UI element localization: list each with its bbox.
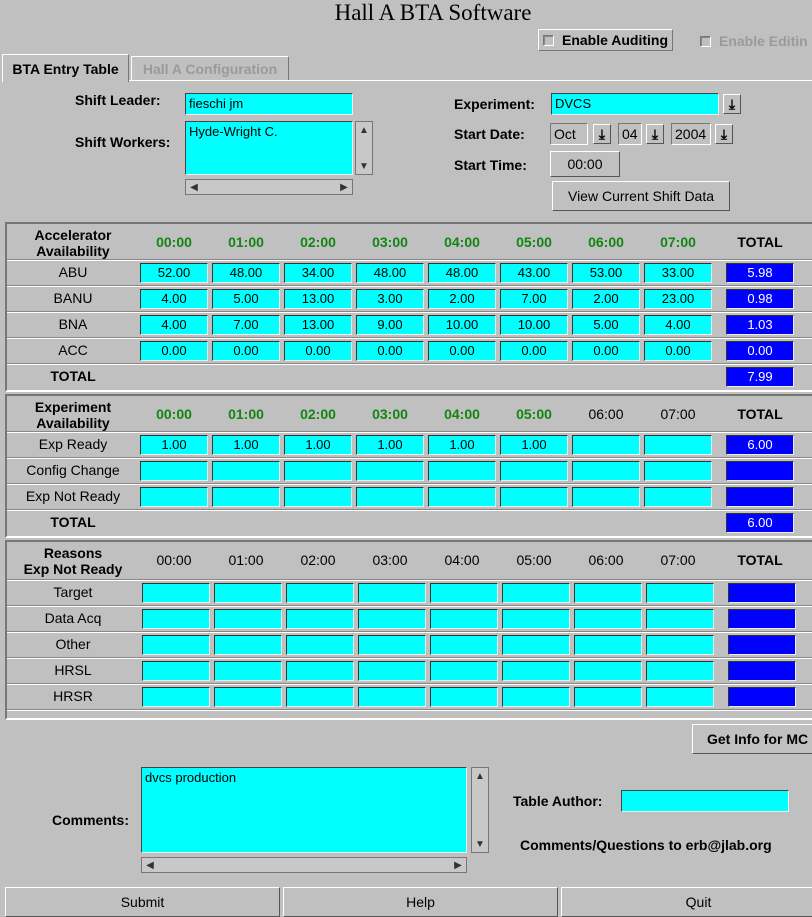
hour-value-cell[interactable] bbox=[430, 583, 498, 603]
hour-value-cell[interactable]: 0.00 bbox=[644, 341, 712, 361]
total-row-label: TOTAL bbox=[50, 368, 96, 384]
shift-workers-label: Shift Workers: bbox=[75, 134, 171, 150]
hour-value-cell[interactable] bbox=[142, 583, 210, 603]
hour-value-cell[interactable] bbox=[140, 487, 208, 507]
row-total-cell bbox=[726, 487, 794, 507]
row-label: ABU bbox=[58, 264, 88, 280]
scroll-right-icon[interactable]: ▶ bbox=[340, 181, 348, 193]
quit-button[interactable]: Quit bbox=[561, 887, 812, 917]
row-separator bbox=[7, 457, 812, 459]
row-total-cell bbox=[728, 609, 796, 629]
hour-header: 05:00 bbox=[516, 552, 552, 568]
hour-value-cell[interactable]: 0.00 bbox=[212, 341, 280, 361]
hour-value-cell[interactable]: 52.00 bbox=[140, 263, 208, 283]
hour-value-cell[interactable] bbox=[212, 461, 280, 481]
row-separator bbox=[7, 631, 812, 633]
hour-value-cell[interactable] bbox=[140, 461, 208, 481]
year-dropdown-icon[interactable]: ⤓ bbox=[715, 124, 733, 144]
hour-value-cell[interactable] bbox=[574, 583, 642, 603]
comments-horizontal-scrollbar[interactable] bbox=[141, 857, 467, 873]
hour-value-cell[interactable]: 13.00 bbox=[284, 289, 352, 309]
hour-header: 04:00 bbox=[444, 406, 480, 422]
hour-value-cell[interactable] bbox=[286, 661, 354, 681]
hour-value-cell[interactable] bbox=[574, 661, 642, 681]
hour-value-cell[interactable] bbox=[214, 635, 282, 655]
hour-value-cell[interactable] bbox=[358, 687, 426, 707]
hour-value-cell[interactable] bbox=[358, 609, 426, 629]
hour-value-cell[interactable] bbox=[356, 487, 424, 507]
hour-header: 02:00 bbox=[300, 406, 336, 422]
day-dropdown-icon[interactable]: ⤓ bbox=[646, 124, 664, 144]
hour-value-cell[interactable]: 48.00 bbox=[428, 263, 496, 283]
checkbox-box[interactable] bbox=[700, 36, 711, 47]
hour-value-cell[interactable] bbox=[430, 609, 498, 629]
hour-value-cell[interactable]: 34.00 bbox=[284, 263, 352, 283]
hour-value-cell[interactable] bbox=[428, 487, 496, 507]
hour-header: 04:00 bbox=[444, 234, 480, 250]
row-separator bbox=[7, 509, 812, 511]
hour-value-cell[interactable] bbox=[214, 609, 282, 629]
hour-value-cell[interactable] bbox=[142, 609, 210, 629]
hour-value-cell[interactable] bbox=[284, 461, 352, 481]
row-label: Other bbox=[55, 636, 91, 652]
hour-value-cell[interactable] bbox=[644, 435, 712, 455]
hour-header: 00:00 bbox=[156, 552, 192, 568]
row-separator bbox=[7, 683, 812, 685]
hour-value-cell[interactable] bbox=[502, 609, 570, 629]
hour-value-cell[interactable] bbox=[646, 583, 714, 603]
scroll-up-icon[interactable]: ▲ bbox=[475, 770, 485, 782]
tab-hall-a-configuration[interactable]: Hall A Configuration bbox=[131, 56, 289, 80]
row-total-cell: 0.00 bbox=[726, 341, 794, 361]
hour-value-cell[interactable] bbox=[646, 609, 714, 629]
hour-value-cell[interactable] bbox=[358, 583, 426, 603]
hour-value-cell[interactable]: 1.00 bbox=[500, 435, 568, 455]
hour-value-cell[interactable] bbox=[502, 635, 570, 655]
hour-value-cell[interactable]: 33.00 bbox=[644, 263, 712, 283]
experiment-input[interactable]: DVCS bbox=[551, 93, 719, 115]
experiment-label: Experiment: bbox=[454, 96, 535, 112]
row-label: BNA bbox=[58, 316, 88, 332]
hour-value-cell[interactable]: 0.00 bbox=[284, 341, 352, 361]
hour-value-cell[interactable]: 48.00 bbox=[356, 263, 424, 283]
experiment-header-line2: Availability bbox=[36, 415, 110, 431]
hour-header: 03:00 bbox=[372, 406, 408, 422]
row-label: BANU bbox=[53, 290, 93, 306]
workers-vertical-scrollbar[interactable] bbox=[355, 121, 373, 175]
hour-value-cell[interactable] bbox=[644, 487, 712, 507]
accelerator-header bbox=[8, 227, 138, 259]
enable-auditing-label: Enable Auditing bbox=[562, 32, 669, 48]
help-button[interactable]: Help bbox=[283, 887, 558, 917]
view-current-shift-data-button[interactable]: View Current Shift Data bbox=[552, 181, 730, 211]
hour-value-cell[interactable] bbox=[286, 635, 354, 655]
enable-auditing-checkbox[interactable] bbox=[538, 29, 673, 51]
start-date-label: Start Date: bbox=[454, 126, 525, 142]
row-separator bbox=[7, 337, 812, 339]
comments-vertical-scrollbar[interactable] bbox=[471, 767, 489, 853]
row-total-cell bbox=[726, 461, 794, 481]
hour-value-cell[interactable]: 53.00 bbox=[572, 263, 640, 283]
hour-value-cell[interactable]: 4.00 bbox=[140, 315, 208, 335]
table-author-input[interactable] bbox=[621, 790, 789, 812]
hour-value-cell[interactable]: 0.00 bbox=[140, 341, 208, 361]
row-total-cell bbox=[728, 661, 796, 681]
shift-leader-input[interactable]: fieschi jm bbox=[185, 93, 353, 115]
hour-header: 07:00 bbox=[660, 406, 696, 422]
hour-value-cell[interactable] bbox=[212, 487, 280, 507]
hour-value-cell[interactable] bbox=[502, 661, 570, 681]
row-label: HRSL bbox=[54, 662, 92, 678]
row-total-cell bbox=[728, 687, 796, 707]
hour-value-cell[interactable]: 10.00 bbox=[428, 315, 496, 335]
hour-value-cell[interactable] bbox=[430, 635, 498, 655]
hour-value-cell[interactable] bbox=[500, 487, 568, 507]
hour-value-cell[interactable] bbox=[500, 461, 568, 481]
hour-value-cell[interactable]: 1.00 bbox=[284, 435, 352, 455]
row-total-cell: 6.00 bbox=[726, 435, 794, 455]
row-separator bbox=[7, 285, 812, 287]
hour-value-cell[interactable]: 7.00 bbox=[212, 315, 280, 335]
contact-text: Comments/Questions to erb@jlab.org bbox=[520, 837, 772, 853]
row-separator bbox=[7, 363, 812, 365]
hour-value-cell[interactable] bbox=[574, 609, 642, 629]
shift-leader-label: Shift Leader: bbox=[75, 92, 161, 108]
hour-header: 01:00 bbox=[228, 406, 264, 422]
grand-total-cell: 7.99 bbox=[726, 367, 794, 387]
row-total-cell: 5.98 bbox=[726, 263, 794, 283]
month-select[interactable]: Oct bbox=[550, 123, 588, 145]
hour-value-cell[interactable]: 0.00 bbox=[428, 341, 496, 361]
row-label: Target bbox=[53, 584, 93, 600]
experiment-header-line1: Experiment bbox=[34, 399, 112, 415]
scroll-down-icon[interactable]: ▼ bbox=[475, 838, 485, 850]
row-label: ACC bbox=[58, 342, 88, 358]
workers-horizontal-scrollbar[interactable] bbox=[185, 179, 353, 195]
row-separator bbox=[7, 259, 812, 261]
hour-value-cell[interactable]: 43.00 bbox=[500, 263, 568, 283]
hour-value-cell[interactable] bbox=[572, 435, 640, 455]
total-column-header: TOTAL bbox=[737, 552, 783, 568]
scroll-left-icon[interactable]: ◀ bbox=[146, 859, 154, 871]
hour-header: 00:00 bbox=[156, 406, 192, 422]
hour-value-cell[interactable]: 1.00 bbox=[212, 435, 280, 455]
start-time-label: Start Time: bbox=[454, 157, 527, 173]
hour-header: 06:00 bbox=[588, 406, 624, 422]
hour-value-cell[interactable]: 0.00 bbox=[572, 341, 640, 361]
hour-value-cell[interactable] bbox=[646, 687, 714, 707]
hour-value-cell[interactable] bbox=[356, 461, 424, 481]
hour-value-cell[interactable] bbox=[572, 461, 640, 481]
scroll-down-icon[interactable]: ▼ bbox=[359, 160, 369, 172]
year-select[interactable]: 2004 bbox=[671, 123, 711, 145]
hour-value-cell[interactable] bbox=[214, 687, 282, 707]
row-total-cell: 0.98 bbox=[726, 289, 794, 309]
hour-value-cell[interactable] bbox=[358, 661, 426, 681]
hour-header: 04:00 bbox=[444, 552, 480, 568]
hour-header: 06:00 bbox=[588, 552, 624, 568]
day-select[interactable]: 04 bbox=[618, 123, 642, 145]
hour-value-cell[interactable]: 10.00 bbox=[500, 315, 568, 335]
hour-header: 03:00 bbox=[372, 552, 408, 568]
hour-header: 05:00 bbox=[516, 234, 552, 250]
row-separator bbox=[7, 709, 812, 711]
total-column-header: TOTAL bbox=[737, 234, 783, 250]
row-label: Config Change bbox=[26, 462, 120, 478]
hour-value-cell[interactable]: 1.00 bbox=[428, 435, 496, 455]
hour-header: 07:00 bbox=[660, 234, 696, 250]
row-total-cell bbox=[728, 635, 796, 655]
row-label: Exp Ready bbox=[38, 436, 108, 452]
shift-workers-textarea[interactable]: Hyde-Wright C. bbox=[185, 121, 353, 175]
hour-header: 01:00 bbox=[228, 552, 264, 568]
start-time-button[interactable]: 00:00 bbox=[550, 151, 620, 177]
hour-value-cell[interactable] bbox=[430, 661, 498, 681]
month-dropdown-icon[interactable]: ⤓ bbox=[593, 124, 611, 144]
hour-value-cell[interactable] bbox=[502, 583, 570, 603]
hour-value-cell[interactable] bbox=[284, 487, 352, 507]
hour-value-cell[interactable] bbox=[214, 661, 282, 681]
window-title: Hall A BTA Software bbox=[334, 0, 532, 25]
row-label: HRSR bbox=[53, 688, 93, 704]
hour-value-cell[interactable] bbox=[574, 687, 642, 707]
hour-value-cell[interactable]: 7.00 bbox=[500, 289, 568, 309]
scroll-left-icon[interactable]: ◀ bbox=[190, 181, 198, 193]
hour-value-cell[interactable] bbox=[286, 583, 354, 603]
row-separator bbox=[7, 431, 812, 433]
hour-value-cell[interactable]: 4.00 bbox=[140, 289, 208, 309]
submit-button[interactable]: Submit bbox=[5, 887, 280, 917]
hour-value-cell[interactable] bbox=[286, 687, 354, 707]
hour-value-cell[interactable] bbox=[574, 635, 642, 655]
hour-value-cell[interactable]: 9.00 bbox=[356, 315, 424, 335]
accelerator-header-line1: Accelerator bbox=[34, 227, 112, 243]
hour-value-cell[interactable] bbox=[572, 487, 640, 507]
hour-header: 01:00 bbox=[228, 234, 264, 250]
hour-value-cell[interactable]: 1.00 bbox=[356, 435, 424, 455]
row-separator bbox=[7, 605, 812, 607]
hour-value-cell[interactable] bbox=[286, 609, 354, 629]
total-row-label: TOTAL bbox=[50, 514, 96, 530]
reasons-header bbox=[8, 545, 138, 577]
tab-bta-entry-table[interactable]: BTA Entry Table bbox=[2, 54, 129, 82]
hour-value-cell[interactable] bbox=[502, 687, 570, 707]
hour-value-cell[interactable]: 48.00 bbox=[212, 263, 280, 283]
hour-value-cell[interactable] bbox=[644, 461, 712, 481]
scroll-up-icon[interactable]: ▲ bbox=[359, 124, 369, 136]
row-separator bbox=[7, 579, 812, 581]
experiment-dropdown-icon[interactable]: ⤓ bbox=[723, 94, 741, 114]
hour-value-cell[interactable] bbox=[646, 635, 714, 655]
hour-value-cell[interactable]: 5.00 bbox=[212, 289, 280, 309]
hour-header: 07:00 bbox=[660, 552, 696, 568]
hour-value-cell[interactable] bbox=[142, 661, 210, 681]
hour-header: 02:00 bbox=[300, 234, 336, 250]
row-label: Exp Not Ready bbox=[25, 488, 121, 504]
hour-value-cell[interactable] bbox=[214, 583, 282, 603]
hour-header: 03:00 bbox=[372, 234, 408, 250]
enable-editing-label: Enable Editin bbox=[719, 33, 808, 49]
hour-value-cell[interactable]: 2.00 bbox=[428, 289, 496, 309]
total-column-header: TOTAL bbox=[737, 406, 783, 422]
checkbox-box[interactable] bbox=[543, 35, 554, 46]
hour-value-cell[interactable]: 23.00 bbox=[644, 289, 712, 309]
row-separator bbox=[7, 483, 812, 485]
hour-value-cell[interactable] bbox=[358, 635, 426, 655]
hour-value-cell[interactable] bbox=[428, 461, 496, 481]
hour-value-cell[interactable]: 0.00 bbox=[356, 341, 424, 361]
hour-value-cell[interactable]: 2.00 bbox=[572, 289, 640, 309]
get-info-for-mc-button[interactable]: Get Info for MC bbox=[692, 724, 812, 754]
row-separator bbox=[7, 311, 812, 313]
hour-header: 02:00 bbox=[300, 552, 336, 568]
hour-value-cell[interactable] bbox=[142, 635, 210, 655]
table-author-label: Table Author: bbox=[513, 793, 603, 809]
scroll-right-icon[interactable]: ▶ bbox=[454, 859, 462, 871]
grand-total-cell: 6.00 bbox=[726, 513, 794, 533]
hour-value-cell[interactable]: 3.00 bbox=[356, 289, 424, 309]
enable-editing-checkbox[interactable] bbox=[700, 32, 812, 50]
row-total-cell: 1.03 bbox=[726, 315, 794, 335]
hour-header: 05:00 bbox=[516, 406, 552, 422]
reasons-header-line1: Reasons bbox=[43, 545, 103, 561]
hour-value-cell[interactable] bbox=[430, 687, 498, 707]
hour-value-cell[interactable] bbox=[142, 687, 210, 707]
comments-label: Comments: bbox=[52, 812, 130, 828]
accelerator-header-line2: Availability bbox=[36, 243, 110, 259]
experiment-header bbox=[8, 399, 138, 431]
row-separator bbox=[7, 657, 812, 659]
hour-value-cell[interactable]: 0.00 bbox=[500, 341, 568, 361]
hour-value-cell[interactable]: 4.00 bbox=[644, 315, 712, 335]
hour-value-cell[interactable] bbox=[646, 661, 714, 681]
hour-value-cell[interactable]: 13.00 bbox=[284, 315, 352, 335]
hour-value-cell[interactable]: 5.00 bbox=[572, 315, 640, 335]
comments-textarea[interactable]: dvcs production bbox=[141, 767, 467, 853]
hour-value-cell[interactable]: 1.00 bbox=[140, 435, 208, 455]
row-total-cell bbox=[728, 583, 796, 603]
row-label: Data Acq bbox=[44, 610, 102, 626]
hour-header: 00:00 bbox=[156, 234, 192, 250]
hour-header: 06:00 bbox=[588, 234, 624, 250]
reasons-header-line2: Exp Not Ready bbox=[23, 561, 123, 577]
